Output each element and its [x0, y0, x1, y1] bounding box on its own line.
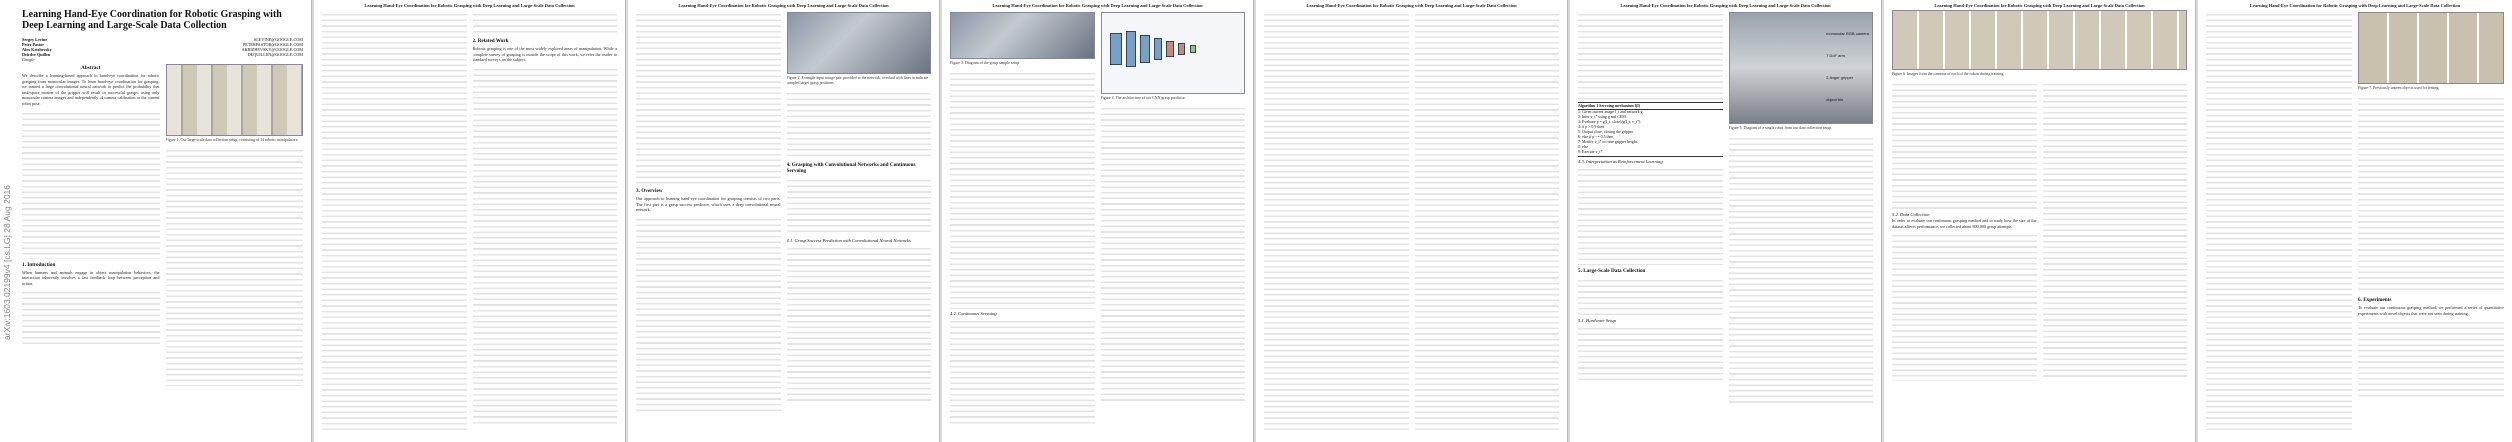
- figure-5-robot-diagram: [1729, 12, 1874, 124]
- subsection-servoing: 4.2. Continuous Servoing: [950, 311, 997, 316]
- experiments-text: To evaluate our continuous grasping method, we performed a series of quantitative experiments with novel objects that were not seen during training.: [2358, 305, 2504, 316]
- section-related: 2. Related Work: [472, 38, 509, 44]
- section-data: 5. Large-Scale Data Collection: [1578, 268, 1646, 274]
- figure-6-camera-images: [1892, 10, 2187, 70]
- subsection-hardware: 5.1. Hardware Setup: [1578, 318, 1616, 323]
- abstract-continued: [22, 109, 160, 259]
- algorithm-1: Algorithm 1 Servoing mechanism f(I) 1: Given current image I_t and network g. 2: Infer v_t* using g and CEM. 3: Evaluate p = g(I_t, close)/g(I_t, v_t*). 4: if p > 0.9 then 5: Output close, closing the gripper. 6: else if p <= 0.5 then 7: Modify v_t* to raise gripper height. 8: else 9: Execute v_t*.: [1578, 102, 1723, 157]
- overview-text: Our approach to learning hand-eye coordination for grasping consists of two parts. The first part is a grasp success predictor, which uses a deep convolutional neural network.: [636, 196, 781, 213]
- subsection-collection: 5.2. Data Collection: [1892, 212, 1930, 217]
- author-list: Sergey Levine Peter Pastor Alex Krizhevsky Deirdre Quillen Google: [22, 37, 52, 62]
- page-8: Learning Hand-Eye Coordination for Robotic Grasping with Deep Learning and Large-Scale Data Collection Figure 7. Previously unseen objects used for testing. 6. Experiments To evaluate our continuous grasping method, we performed a series of quantitative experiments with novel objects that were not seen during training.: [2198, 0, 2512, 442]
- figure-7-caption: Figure 7. Previously unseen objects used for testing.: [2358, 86, 2440, 90]
- figure-6-caption: Figure 6. Images from the cameras of each of the robots during training.: [1892, 72, 2005, 76]
- subsection-grasp-prediction: 4.1. Grasp Success Prediction with Convolutional Neural Networks: [786, 238, 911, 243]
- figure-7-test-objects: [2358, 12, 2504, 84]
- page-2: [314, 0, 626, 442]
- related-text: Robotic grasping is one of the most widely explored areas of manipulation. While a complete survey of grasping is outside the scope of this work, we refer the reader to standard surveys on the subject.: [472, 46, 617, 63]
- author-emails: SLEVINE@GOOGLE.COM PETERPASTOR@GOOGLE.COM AKRIZHEVSKY@GOOGLE.COM DEQUILLEN@GOOGLE.COM: [241, 37, 303, 57]
- page-3: Learning Hand-Eye Coordination for Robotic Grasping with Deep Learning and Large-Scale Data Collection 3. Overview Our approach to learning hand-eye coordination for grasping consists of two parts. The first part is a grasp success predictor, which uses a deep convolutional neural network. Figure 2. Example input image pair provided to the network, overlaid with lines to indicate sampled target grasp positions. 4. Grasping with Convolutional Networks and Continuous Servoing 4.1. Grasp Success Prediction with Convolutional Neural Networks: [628, 0, 940, 442]
- label-gripper: 2-finger gripper: [1826, 75, 1854, 80]
- section-grasping: 4. Grasping with Convolutional Networks and Continuous Servoing: [786, 162, 916, 174]
- page-6: Learning Hand-Eye Coordination for Robotic Grasping with Deep Learning and Large-Scale Data Collection Algorithm 1 Servoing mechanism f(I) 1: Given current image I_t and network g. 2: Infer v_t* using g and CEM. 3: Evaluate p = g(I_t, close)/g(I_t, v_t*). 4: if p > 0.9 then 5: Output close, closing the gripper. 6: else if p <= 0.5 then 7: Modify v_t* to raise gripper height. 8: else 9: Execute v_t*. 4.3. Interpretation as Reinforcement Learning 5. Large-Scale Data Collection 5.1. Hardware Setup monocular RGB camera 7 DoF arm 2-finger gripper object bin Figure 5. Diagram of a single robot from our data collection setup.: [1570, 0, 1882, 442]
- section-overview: 3. Overview: [636, 188, 663, 194]
- figure-3-grasp-samples: [950, 12, 1095, 59]
- section-intro: 1. Introduction: [22, 261, 56, 268]
- page-7: Learning Hand-Eye Coordination for Robotic Grasping with Deep Learning and Large-Scale Data Collection Figure 6. Images from the cameras of each of the robots during training. 5.2. Data Collection In order to evaluate our continuous grasping method and to study how the size of the dataset affects performance, we collected about 800,000 grasp attempts.: [1884, 0, 2196, 442]
- arxiv-stamp: arXiv:1603.02199v4 [cs.LG] 28 Aug 2016: [2, 184, 12, 340]
- label-bin: object bin: [1826, 97, 1844, 102]
- page-4: Learning Hand-Eye Coordination for Robotic Grasping with Deep Learning and Large-Scale Data Collection Figure 3. Diagram of the grasp sample setup. 4.2. Continuous Servoing Figure 4. The architecture of our CNN grasp predictor.: [942, 0, 1254, 442]
- running-header: Learning Hand-Eye Coordination for Robotic Grasping with Deep Learning and Large-Scale Data Collection: [364, 3, 575, 8]
- label-camera: monocular RGB camera: [1826, 31, 1869, 36]
- figure-2-input-images: [787, 12, 932, 74]
- intro-text: When humans and animals engage in object manipulation behaviors, the interaction inherently involves a fast feedback loop between perception and action.: [22, 269, 160, 286]
- figure-3-caption: Figure 3. Diagram of the grasp sample setup.: [950, 61, 1021, 65]
- figure-4-caption: Figure 4. The architecture of our CNN grasp predictor.: [1100, 96, 1186, 100]
- page-5: Learning Hand-Eye Coordination for Robotic Grasping with Deep Learning and Large-Scale Data Collection: [1256, 0, 1568, 442]
- collection-text: In order to evaluate our continuous grasping method and to study how the size of the dataset affects performance, we collected about 800,000 grasp attempts.: [1892, 218, 2037, 229]
- subsection-interpretation: 4.3. Interpretation as Reinforcement Learning: [1578, 159, 1663, 164]
- figure-5-caption: Figure 5. Diagram of a single robot from our data collection setup.: [1728, 126, 1833, 130]
- figure-1-caption: Figure 1. Our large-scale data collection setup, consisting of 14 robotic manipulators.: [165, 138, 299, 142]
- abstract-heading: Abstract: [81, 65, 101, 71]
- section-experiments: 6. Experiments: [2358, 297, 2392, 303]
- paper-title: Learning Hand-Eye Coordination for Robotic Grasping with Deep Learning and Large-Scale Data Collection: [22, 9, 282, 31]
- page-1: [0, 0, 312, 442]
- figure-1-robots: [166, 64, 304, 136]
- label-arm: 7 DoF arm: [1826, 53, 1845, 58]
- figure-2-caption: Figure 2. Example input image pair provided to the network, overlaid with lines to indicate sampled target grasp positions.: [786, 76, 929, 85]
- abstract-text: We describe a learning-based approach to hand-eye coordination for robotic grasping from monocular images. To learn hand-eye coordination for grasping, we trained a large convolutional neural network to predict the probability that task-space motion of the gripper will result in successful grasps, using only monocular camera images and independently of camera calibration or the current robot pose.: [22, 73, 160, 106]
- figure-4-architecture: [1101, 12, 1246, 94]
